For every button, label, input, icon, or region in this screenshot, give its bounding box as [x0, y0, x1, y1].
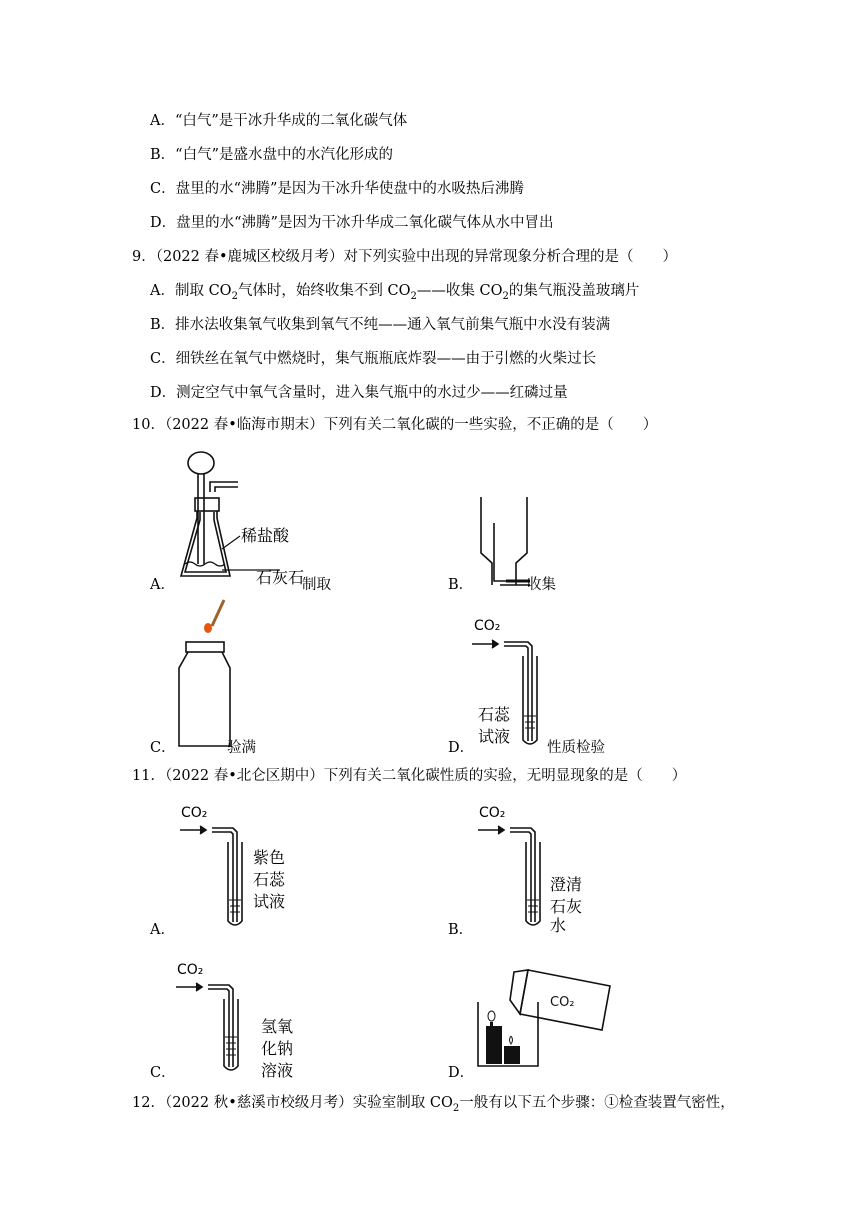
q11-a-label2: 石蕊 — [253, 870, 286, 889]
q10-d-label2: 试液 — [478, 727, 511, 746]
q11-b-tube-diagram — [476, 822, 556, 937]
q11-c-gas-label: CO₂ — [177, 962, 204, 978]
q9-option-c: C．细铁丝在氧气中燃烧时，集气瓶瓶底炸裂——由于引燃的火柴过长 — [150, 351, 597, 367]
q11-a-tube-diagram — [178, 822, 258, 937]
q10-c-letter: C． — [150, 740, 176, 756]
q11-c-label2: 化钠 — [261, 1039, 294, 1058]
q11-a-gas-label: CO₂ — [181, 805, 208, 821]
q11-c-label3: 溶液 — [261, 1061, 294, 1080]
q12-stem: 12．（2022 秋•慈溪市校级月考）实验室制取 $CO_2$一般有以下五个步骤：①检查装置气密性， — [132, 1095, 735, 1114]
q11-c-tube-diagram — [174, 979, 254, 1079]
q10-d-letter: D． — [448, 740, 475, 756]
q8-option-b: B．“白气”是盛水盘中的水汽化形成的 — [150, 147, 393, 163]
q8-option-c: C．盘里的水“沸腾”是因为干冰升华使盘中的水吸热后沸腾 — [150, 181, 524, 197]
q9-option-d: D．测定空气中氧气含量时，进入集气瓶中的水过少——红磷过量 — [150, 385, 568, 401]
q10-stem: 10．（2022 春•临海市期末）下列有关二氧化碳的一些实验，不正确的是（ ） — [132, 417, 658, 433]
q11-c-label1: 氢氧 — [261, 1017, 294, 1036]
q10-a-caption: 制取 — [302, 577, 331, 593]
q11-b-gas-label: CO₂ — [479, 805, 506, 821]
q11-b-label3: 水 — [550, 916, 567, 935]
q10-b-caption: 收集 — [527, 577, 556, 593]
q8-option-a: A．“白气”是干冰升华成的二氧化碳气体 — [150, 113, 408, 129]
q10-b-letter: B． — [448, 577, 474, 593]
q11-b-label1: 澄清 — [550, 875, 583, 894]
q8-option-d: D．盘里的水“沸腾”是因为干冰升华成二氧化碳气体从水中冒出 — [150, 215, 554, 231]
q10-c-jar-diagram — [170, 598, 240, 753]
q11-a-letter: A． — [150, 922, 175, 938]
q11-a-label3: 试液 — [253, 892, 286, 911]
q10-d-gas-label: CO₂ — [474, 618, 501, 634]
q11-d-gas-label: CO₂ — [550, 995, 575, 1010]
q11-b-letter: B． — [448, 922, 474, 938]
q10-c-caption: 验满 — [227, 740, 256, 756]
q9-option-b: B．排水法收集氧气收集到氧气不纯——通入氧气前集气瓶中水没有装满 — [150, 317, 611, 333]
q11-c-letter: C． — [150, 1065, 176, 1081]
q11-a-label1: 紫色 — [253, 848, 286, 867]
q10-d-label1: 石蕊 — [478, 705, 511, 724]
q11-d-letter: D． — [448, 1065, 475, 1081]
q11-stem: 11．（2022 春•北仑区期中）下列有关二氧化碳性质的实验，无明显现象的是（ ） — [132, 768, 687, 784]
q10-a-letter: A． — [150, 577, 175, 593]
q11-d-beaker-diagram — [470, 960, 620, 1070]
q9-option-a: A．制取 $CO_2$气体时，始终收集不到 $CO_2——$收集 $CO_2$的集气瓶没盖玻璃片 — [150, 283, 640, 302]
q11-b-label2: 石灰 — [550, 897, 583, 916]
q9-stem: 9．（2022 春•鹿城区校级月考）对下列实验中出现的异常现象分析合理的是（ ） — [132, 249, 678, 265]
q10-a-label-acid: 稀盐酸 — [241, 526, 290, 545]
q10-d-caption: 性质检验 — [547, 740, 605, 756]
q10-a-label-stone: 石灰石 — [256, 568, 305, 587]
